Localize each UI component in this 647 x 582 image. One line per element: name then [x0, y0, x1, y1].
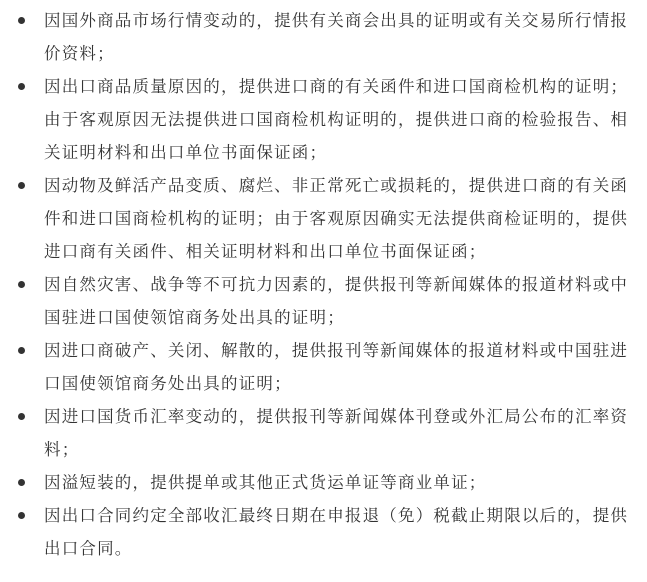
list-item-text: 因国外商品市场行情变动的，提供有关商会出具的证明或有关交易所行情报价资料； — [44, 11, 629, 63]
list-item — [16, 334, 639, 400]
list-item-text: 因进口商破产、关闭、解散的，提供报刊等新闻媒体的报道材料或中国驻进口国使领馆商务处出具的证明； — [44, 341, 629, 393]
bullet-list — [16, 4, 639, 565]
list-item-text: 因溢短装的，提供提单或其他正式货运单证等商业单证； — [44, 473, 487, 492]
list-item-text: 因进口国货币汇率变动的，提供报刊等新闻媒体刊登或外汇局公布的汇率资料； — [44, 407, 629, 459]
list-item — [16, 466, 639, 499]
list-item — [16, 400, 639, 466]
bullet-icon — [18, 17, 25, 24]
bullet-icon — [18, 413, 25, 420]
bullet-icon — [18, 281, 25, 288]
list-item — [16, 70, 639, 169]
bullet-icon — [18, 83, 25, 90]
bullet-icon — [18, 512, 25, 519]
bullet-icon — [18, 479, 25, 486]
list-item — [16, 169, 639, 268]
bullet-icon — [18, 347, 25, 354]
bullet-icon — [18, 182, 25, 189]
list-item-text: 因动物及鲜活产品变质、腐烂、非正常死亡或损耗的，提供进口商的有关函件和进口国商检机构的证明；由于客观原因确实无法提供商检证明的，提供进口商有关函件、相关证明材料和出口单位书面保证函； — [44, 176, 629, 261]
list-item — [16, 268, 639, 334]
list-item-text: 因出口商品质量原因的，提供进口商的有关函件和进口国商检机构的证明；由于客观原因无法提供进口国商检机构证明的，提供进口商的检验报告、相关证明材料和出口单位书面保证函； — [44, 77, 629, 162]
list-item — [16, 4, 639, 70]
list-item-text: 因自然灾害、战争等不可抗力因素的，提供报刊等新闻媒体的报道材料或中国驻进口国使领馆商务处出具的证明； — [44, 275, 629, 327]
list-item — [16, 499, 639, 565]
list-item-text: 因出口合同约定全部收汇最终日期在申报退（免）税截止期限以后的，提供出口合同。 — [44, 506, 629, 558]
